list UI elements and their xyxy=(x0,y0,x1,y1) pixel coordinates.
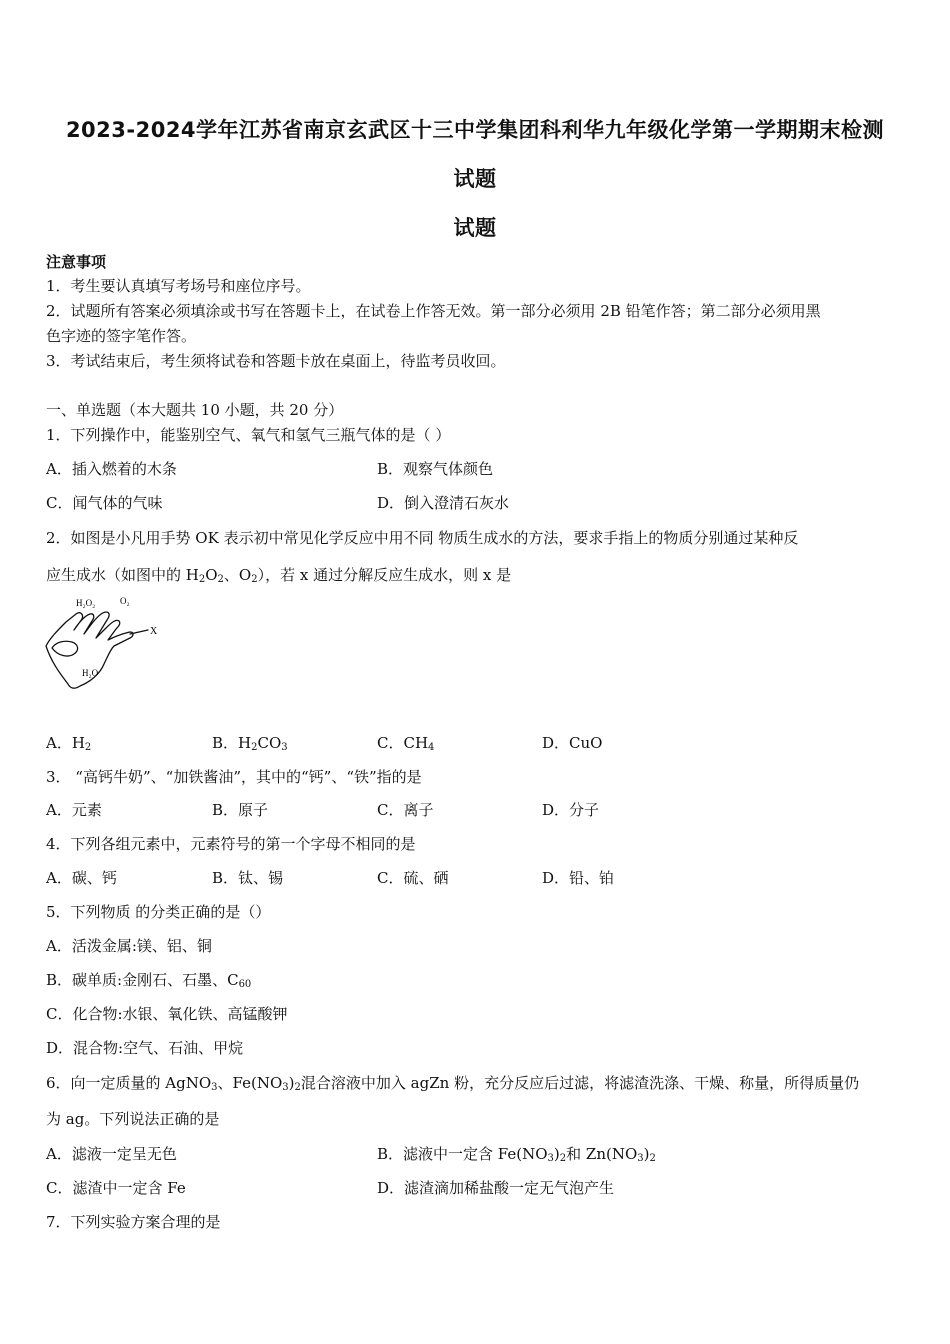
q1-option-a: A．插入燃着的木条 xyxy=(46,460,177,478)
q4-option-c: C．硫、硒 xyxy=(377,869,449,887)
fig-label-h2o: H₂O xyxy=(82,668,99,678)
q2-option-c: C．$CH_4$ xyxy=(377,734,435,753)
q6-stem-line1: 6．向一定质量的 AgNO$_3$、$Fe(NO_3)_2$混合溶液中加入 agZn 粉，充分反应后过滤，将滤渣洗涤、干燥、称量，所得质量仍 xyxy=(46,1074,860,1093)
q3-option-b: B．原子 xyxy=(212,801,269,819)
section-heading: 一、单选题（本大题共 10 小题，共 20 分） xyxy=(46,401,344,419)
q6-option-b: B．滤液中一定含 $Fe(NO_3)_2$和 $Zn(NO_3)_2$ xyxy=(377,1145,656,1164)
q6-stem-line2: 为 ag。下列说法正确的是 xyxy=(46,1110,220,1128)
fig-label-h2o2: H₂O₂ xyxy=(76,598,96,608)
fig-label-x: X xyxy=(150,626,158,637)
q3-option-a: A．元素 xyxy=(46,801,102,819)
fig-label-o2: O₂ xyxy=(120,596,130,606)
q6-option-a: A．滤液一定呈无色 xyxy=(46,1145,177,1163)
q3-option-d: D．分子 xyxy=(542,801,600,819)
q2-option-b: B．$H_2CO_3$ xyxy=(212,734,288,753)
q3-option-c: C．离子 xyxy=(377,801,434,819)
q2-stem-line2: 应生成水（如图中的 $H_2O_2$、$O_2$），若 x 通过分解反应生成水，则 x 是 xyxy=(46,566,512,585)
q2-stem-line1: 2．如图是小凡用手势 OK 表示初中常见化学反应中用不同 物质生成水的方法，要求手指上的物质分别通过某种反 xyxy=(46,529,799,547)
ok-hand-figure xyxy=(44,594,174,698)
q5-option-a: A．活泼金属:镁、铝、铜 xyxy=(46,937,212,955)
q4-stem: 4．下列各组元素中，元素符号的第一个字母不相同的是 xyxy=(46,835,416,853)
q2-option-d: D．CuO xyxy=(542,734,603,752)
q7-stem: 7．下列实验方案合理的是 xyxy=(46,1213,221,1231)
notice-item-2: 2．试题所有答案必须填涂或书写在答题卡上，在试卷上作答无效。第一部分必须用 2B 铅笔作答；第二部分必须用黑 xyxy=(46,302,821,320)
q5-option-b: B．碳单质:金刚石、石墨、$C_{60}$ xyxy=(46,971,252,990)
q4-option-a: A．碳、钙 xyxy=(46,869,117,887)
q5-option-c: C．化合物:水银、氧化铁、高锰酸钾 xyxy=(46,1005,288,1023)
q6-option-c: C．滤渣中一定含 Fe xyxy=(46,1179,186,1197)
q1-option-b: B．观察气体颜色 xyxy=(377,460,494,478)
notice-item-1: 1．考生要认真填写考场号和座位序号。 xyxy=(46,277,311,295)
exam-title-line1: 2023-2024学年江苏省南京玄武区十三中学集团科利华九年级化学第一学期期末检测 xyxy=(65,118,885,142)
q1-option-c: C．闻气体的气味 xyxy=(46,494,163,512)
notice-item-3: 3．考试结束后，考生须将试卷和答题卡放在桌面上，待监考员收回。 xyxy=(46,352,506,370)
notice-heading: 注意事项 xyxy=(46,253,107,271)
q3-stem: 3． “高钙牛奶”、“加铁酱油”，其中的“钙”、“铁”指的是 xyxy=(46,768,422,786)
q1-stem: 1．下列操作中，能鉴别空气、氧气和氢气三瓶气体的是（ ） xyxy=(46,426,451,444)
q6-option-d: D．滤渣滴加稀盐酸一定无气泡产生 xyxy=(377,1179,615,1197)
exam-title-line2: 试题 xyxy=(453,167,497,191)
q5-option-d: D．混合物:空气、石油、甲烷 xyxy=(46,1039,244,1057)
q1-option-d: D．倒入澄清石灰水 xyxy=(377,494,510,512)
q4-option-b: B．钛、锡 xyxy=(212,869,284,887)
q2-option-a: A．$H_2$ xyxy=(46,734,92,753)
notice-item-2-cont: 色字迹的签字笔作答。 xyxy=(46,327,197,345)
q4-option-d: D．铅、铂 xyxy=(542,869,615,887)
exam-title-line3: 试题 xyxy=(453,216,497,240)
q5-stem: 5．下列物质 的分类正确的是（） xyxy=(46,903,271,921)
